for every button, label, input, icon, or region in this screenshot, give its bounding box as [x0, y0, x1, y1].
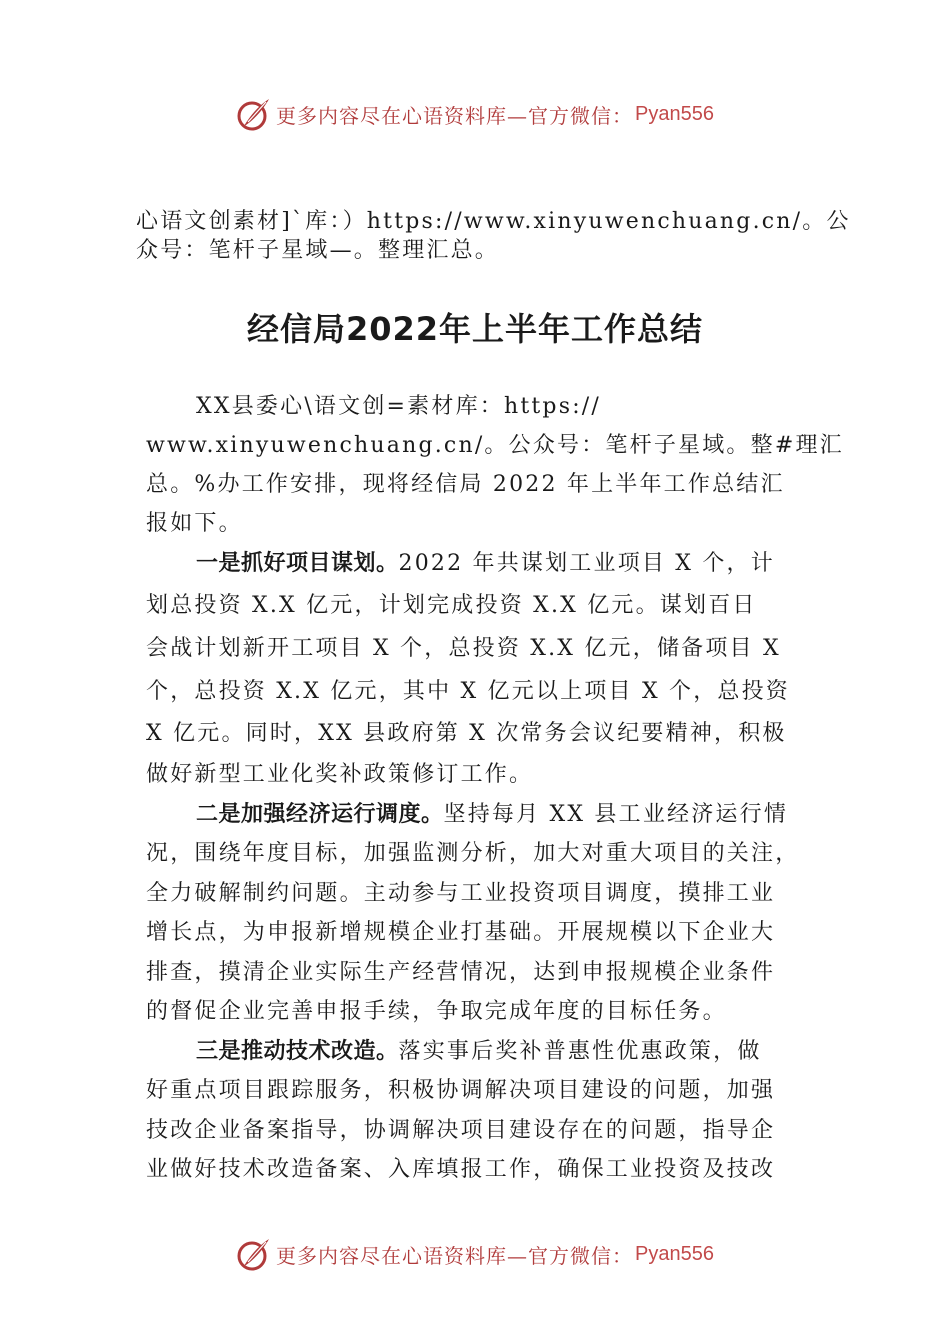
paragraph1-line-3: 总。%办工作安排，现将经信局 2022 年上半年工作总结汇: [146, 472, 785, 497]
watermark-wechat-id: Pyan556: [635, 102, 714, 125]
section2-heading: 二是加强经济运行调度。: [196, 802, 444, 827]
feather-pen-logo-icon: [236, 1236, 272, 1272]
section2-first-line: [196, 802, 788, 828]
watermark-wechat-id: Pyan556: [635, 1242, 714, 1265]
section3-line: 好重点项目跟踪服务，积极协调解决项目建设的问题，加强: [146, 1078, 776, 1103]
watermark-text: 更多内容尽在心语资料库—官方微信：: [276, 103, 634, 128]
section1-line: 划总投资 X.X 亿元，计划完成投资 X.X 亿元。谋划百日: [146, 593, 757, 618]
watermark-banner-bottom: [0, 1234, 950, 1274]
section1-line: 个，总投资 X.X 亿元，其中 X 亿元以上项目 X 个，总投资: [146, 679, 791, 704]
section1-line: 会战计划新开工项目 X 个，总投资 X.X 亿元，储备项目 X: [146, 636, 781, 661]
paragraph1-line-4: 报如下。: [146, 511, 243, 536]
section3-first-line-text: 落实事后奖补普惠性优惠政策，做: [398, 1039, 762, 1064]
section2-line: 况，围绕年度目标，加强监测分析，加大对重大项目的关注，: [146, 841, 800, 866]
watermark-banner-top: [0, 94, 950, 134]
section1-first-line-text: 2022 年共谋划工业项目 X 个，计: [398, 551, 775, 576]
paragraph1-line-1: XX县委心\语文创=素材库：https://: [196, 394, 602, 419]
section1-heading: 一是抓好项目谋划。: [196, 551, 399, 576]
feather-pen-logo-icon: [236, 96, 272, 132]
section3-heading: 三是推动技术改造。: [196, 1039, 399, 1064]
intro-line-1: 心语文创素材]`库：）https://www.xinyuwenchuang.cn/。公: [136, 209, 851, 234]
section2-first-line-text: 坚持每月 XX 县工业经济运行情: [443, 802, 789, 827]
paragraph1-line-2: www.xinyuwenchuang.cn/。公众号：笔杆子星域。整#理汇: [146, 433, 844, 458]
intro-line-2: 众号：笔杆子星域—。整理汇总。: [136, 238, 500, 263]
section3-line: 技改企业备案指导，协调解决项目建设存在的问题，指导企: [146, 1118, 776, 1143]
section3-line: 业做好技术改造备案、入库填报工作，确保工业投资及技改: [146, 1157, 776, 1182]
section2-line: 增长点，为申报新增规模企业打基础。开展规模以下企业大: [146, 920, 776, 945]
document-title: 经信局2022年上半年工作总结: [246, 310, 704, 348]
section2-line: 全力破解制约问题。主动参与工业投资项目调度，摸排工业: [146, 881, 776, 906]
section2-line: 的督促企业完善申报手续，争取完成年度的目标任务。: [146, 999, 727, 1024]
watermark-text: 更多内容尽在心语资料库—官方微信：: [276, 1243, 634, 1268]
section1-line: 做好新型工业化奖补政策修订工作。: [146, 762, 534, 787]
section3-first-line: [196, 1039, 762, 1065]
section2-line: 排查，摸清企业实际生产经营情况，达到申报规模企业条件: [146, 960, 776, 985]
section1-first-line: [196, 551, 775, 577]
section1-line: X 亿元。同时，XX 县政府第 X 次常务会议纪要精神，积极: [146, 721, 787, 746]
